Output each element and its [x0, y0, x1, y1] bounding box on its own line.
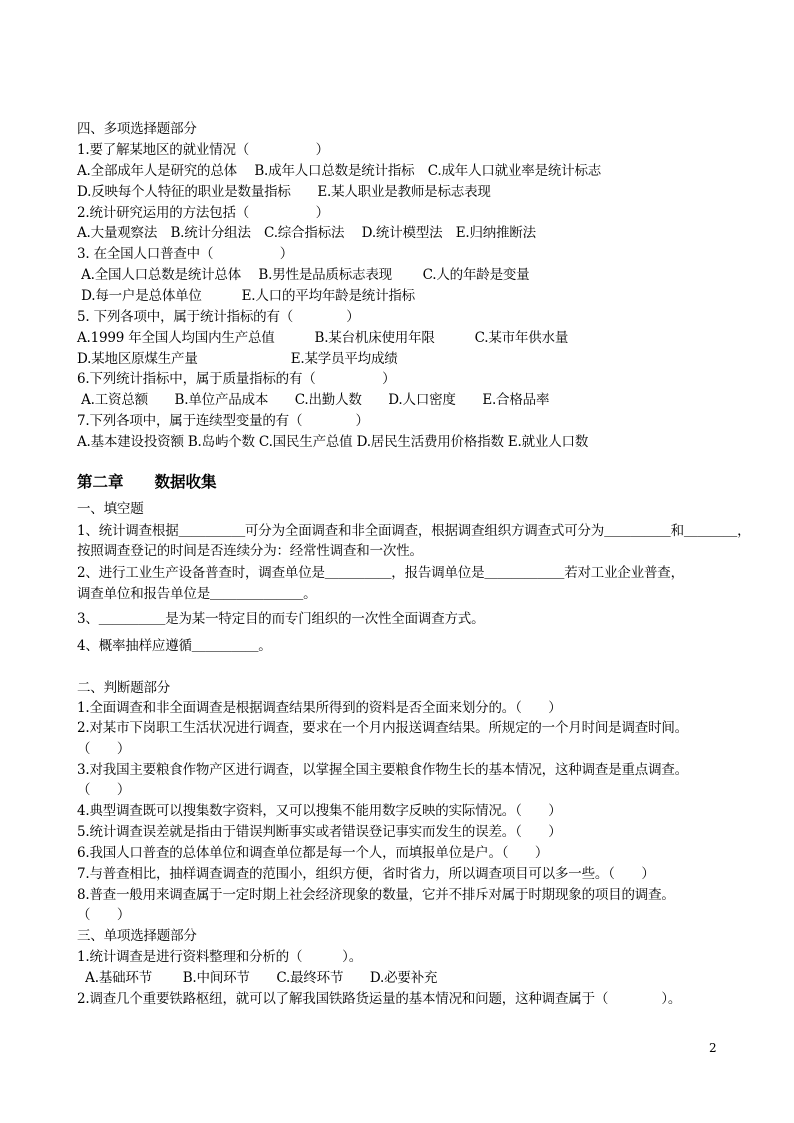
page-number: 2 — [709, 1041, 717, 1055]
question-4-5: 5. 下列各项中，属于统计指标的有（ ） — [77, 309, 360, 325]
judge-1: 1.全面调查和非全面调查是根据调查结果所得到的资料是否全面来划分的。（ ） — [77, 700, 562, 716]
fill-blank-1a: 1、统计调查根据＿＿＿＿＿可分为全面调查和非全面调查，根据调查组织方调查式可分为＿＿＿＿＿和＿＿＿＿， — [77, 523, 751, 539]
judge-7: 7.与普查相比，抽样调查调查的范围小，组织方便，省时省力，所以调查项目可以多一些。（ ） — [77, 866, 655, 882]
fill-blank-title: 一、填空题 — [77, 501, 144, 517]
question-4-3: 3. 在全国人口普查中（ ） — [77, 246, 294, 262]
judge-8b: （ ） — [77, 907, 131, 923]
single-choice-title: 三、单项选择题部分 — [77, 928, 197, 944]
question-4-7-options: A.基本建设投资额 B.岛屿个数 C.国民生产总值 D.居民生活费用价格指数 E.就业人口数 — [77, 434, 589, 450]
question-4-7: 7.下列各项中，属于连续型变量的有（ ） — [77, 413, 369, 429]
judge-8a: 8.普查一般用来调查属于一定时期上社会经济现象的数量，它并不排斥对属于时期现象的项目的调查。 — [77, 887, 675, 903]
chapter-2-title: 第二章 数据收集 — [77, 472, 217, 491]
question-4-1: 1.要了解某地区的就业情况（ ） — [77, 142, 329, 158]
question-4-3-options-a: A.全国人口总数是统计总体 B.男性是品质标志表现 C.人的年龄是变量 — [77, 267, 530, 283]
fill-blank-2a: 2、进行工业生产设备普查时，调查单位是＿＿＿＿＿，报告调单位是＿＿＿＿＿＿若对工业企业普查， — [77, 565, 684, 581]
judge-3b: （ ） — [77, 782, 131, 798]
question-4-6-options: A.工资总额 B.单位产品成本 C.出勤人数 D.人口密度 E.合格品率 — [77, 392, 550, 408]
question-4-2: 2.统计研究运用的方法包括（ ） — [77, 205, 329, 221]
judge-2b: （ ） — [77, 741, 131, 757]
question-4-3-options-b: D.每一户是总体单位 E.人口的平均年龄是统计指标 — [77, 288, 415, 304]
question-4-5-options-b: D.某地区原煤生产量 E.某学员平均成绩 — [77, 351, 398, 367]
judge-title: 二、判断题部分 — [77, 680, 171, 696]
judge-3a: 3.对我国主要粮食作物产区进行调查，以掌握全国主要粮食作物生长的基本情况，这种调查是重点调查。 — [77, 762, 688, 778]
question-4-1-options-b: D.反映每个人特征的职业是数量指标 E.某人职业是教师是标志表现 — [77, 184, 491, 200]
single-choice-2: 2.调查几个重要铁路枢纽，就可以了解我国铁路货运量的基本情况和问题，这种调查属于（ ）。 — [77, 991, 682, 1007]
question-4-5-options-a: A.1999 年全国人均国内生产总值 B.某台机床使用年限 C.某市年供水量 — [77, 330, 569, 346]
single-choice-1-options: A.基础环节 B.中间环节 C.最终环节 D.必要补充 — [77, 970, 438, 986]
fill-blank-3: 3、＿＿＿＿＿是为某一特定目的而专门组织的一次性全面调查方式。 — [77, 611, 485, 627]
judge-2a: 2.对某市下岗职工生活状况进行调查，要求在一个月内报送调查结果。所规定的一个月时间是调查时间。 — [77, 720, 688, 736]
single-choice-1: 1.统计调查是进行资料整理和分析的（ ）。 — [77, 949, 363, 965]
fill-blank-2b: 调查单位和报告单位是＿＿＿＿＿＿＿。 — [77, 586, 317, 602]
question-4-6: 6.下列统计指标中，属于质量指标的有（ ） — [77, 371, 396, 387]
fill-blank-4: 4、概率抽样应遵循＿＿＿＿＿。 — [77, 638, 272, 654]
fill-blank-1b: 按照调查登记的时间是否连续分为：经常性调查和一次性。 — [77, 543, 423, 559]
judge-6: 6.我国人口普查的总体单位和调查单位都是每一个人，而填报单位是户。（ ） — [77, 845, 549, 861]
question-4-2-options: A.大量观察法 B.统计分组法 C.综合指标法 D.统计模型法 E.归纳推断法 — [77, 225, 536, 241]
judge-5: 5.统计调查误差就是指由于错误判断事实或者错误登记事实而发生的误差。（ ） — [77, 824, 562, 840]
section4-title: 四、多项选择题部分 — [77, 121, 197, 137]
judge-4: 4.典型调查既可以搜集数字资料，又可以搜集不能用数字反映的实际情况。（ ） — [77, 803, 562, 819]
question-4-1-options-a: A.全部成年人是研究的总体 B.成年人口总数是统计指标 C.成年人口就业率是统计标志 — [77, 163, 602, 179]
